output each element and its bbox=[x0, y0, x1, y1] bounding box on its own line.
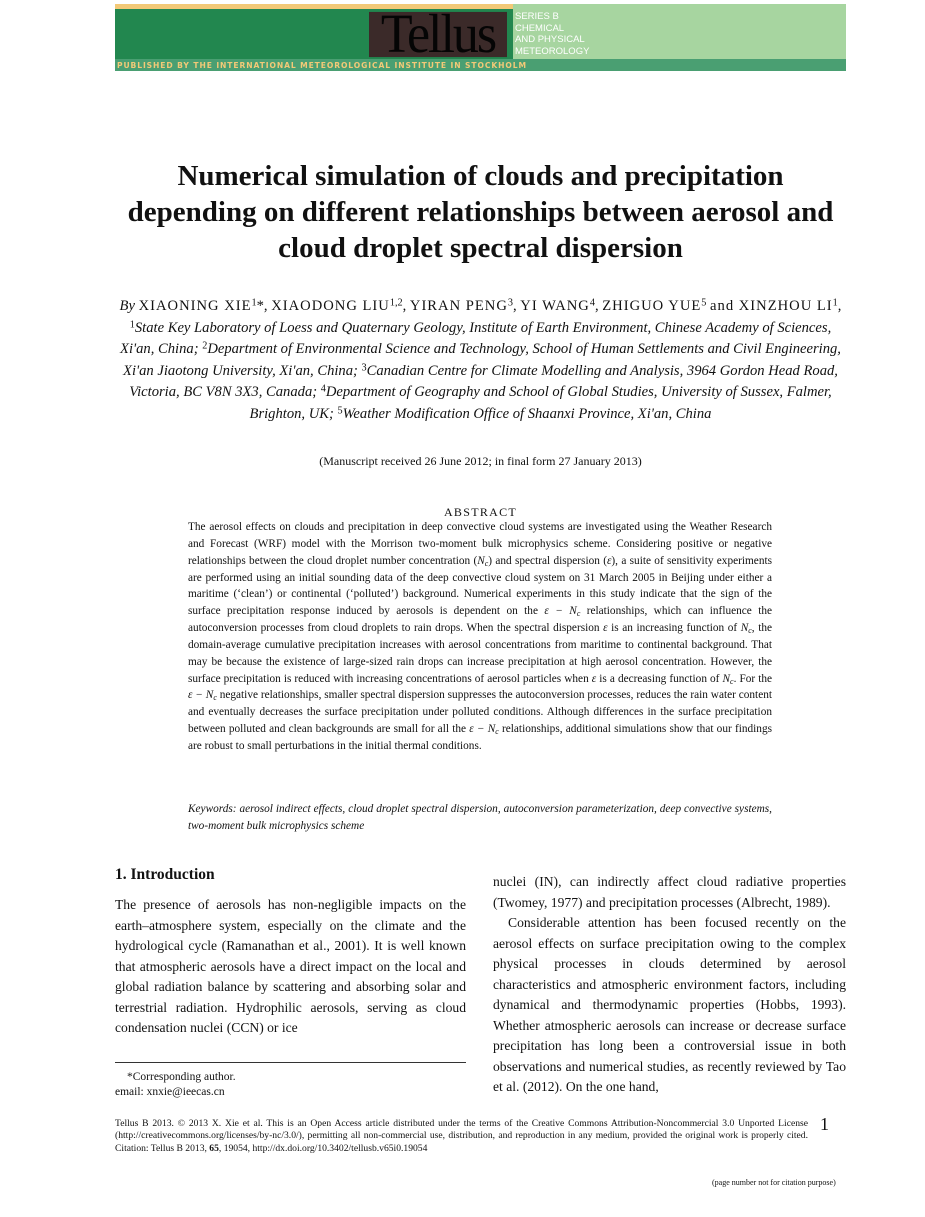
text-segment: c bbox=[484, 558, 489, 568]
email: email: xnxie@ieecas.cn bbox=[115, 1086, 225, 1098]
text-segment: 2 bbox=[202, 340, 208, 352]
text-segment: ε bbox=[606, 554, 612, 567]
manuscript-dates: (Manuscript received 26 June 2012; in final form 27 January 2013) bbox=[319, 454, 642, 468]
right-column bbox=[493, 872, 846, 1098]
left-column-text: The presence of aerosols has non-negligible impacts on the earth–atmosphere system, especially on the climate and the hydrological cycle (Ramanathan et al., 2001). It is well known that atmospheric aerosols have a direct impact on the local and global radiation balance by scattering and absorbing solar and terrestrial radiation. Hydrophilic aerosols, serving as cloud condensation nuclei (CCN) or ice bbox=[115, 897, 466, 1035]
text-segment: N bbox=[740, 622, 749, 635]
text-segment: 4 bbox=[320, 383, 326, 395]
text-segment: 5 bbox=[701, 297, 707, 309]
text-segment: Department of Environmental Science and Technology, School of Human Settlements and Civil Engineering, Xi'an Jiaotong University, Xi'an, China; bbox=[123, 341, 841, 379]
series-label bbox=[515, 11, 589, 57]
text-segment: N bbox=[477, 554, 485, 567]
text-segment: 1 bbox=[129, 319, 135, 330]
text-segment: c bbox=[748, 626, 752, 636]
text-segment: c bbox=[495, 727, 499, 737]
text-segment: 4 bbox=[589, 297, 595, 309]
text-segment: c bbox=[213, 693, 217, 703]
text-segment: c bbox=[730, 676, 734, 686]
abstract-heading: ABSTRACT bbox=[443, 505, 518, 519]
text-segment: ZHIGUO YUE bbox=[602, 298, 702, 314]
abstract-text: The aerosol effects on clouds and precipitation in deep convective cloud systems are investigated using the Weather Research and Forecast (WRF) model with the Morrison two-moment bulk microphysics scheme. Considering positive or negative relationships between the cloud droplet number concentration $(N_c)$ and spectral dispersion (ε), a suite of sensitivity experiments are performed using an initial sounding data of the deep convective cloud system on 31 March 2005 in Beijing under either a maritime (‘clean’) or continental (‘polluted’) background. Numerical experiments in this study indicate that the sign of the surface precipitation response induced by aerosols is dependent on the $\varepsilon - N_c$ relationships, which can influence the autoconversion processes from cloud droplets to rain drops. When the spectral dispersion ε is an increasing function of $N_c$, the domain-average cumulative precipitation increases with aerosol concentrations from maritime to continental background. That may be because the existence of large-sized rain drops can increase precipitation at high aerosol concentration. However, the surface precipitation is reduced with increasing concentrations of aerosol particles when ε is a decreasing function of $N_c$. For the $\varepsilon - N_c$ negative relationships, smaller spectral dispersion suppresses the autoconversion processes, reduces the rain water content and eventually decreases the surface precipitation under polluted conditions. Although differences in the surface precipitation between polluted and clean backgrounds are small for all the $\varepsilon - N_c$ relationships, additional simulations show that our findings are robust to small perturbations in the initial thermal conditions. bbox=[188, 521, 773, 752]
text-segment: By bbox=[119, 298, 139, 314]
paragraph: Considerable attention has been focused recently on the aerosol effects on surface precipitation owing to the complex physical processes in clouds determined by aerosol characteristics and atmospheric environment factors, including dynamical and thermodynamic properties (Hobbs, 1993). Whether atmospheric aerosols can increase or decrease surface precipitation has long been a controversial issue in both observations and numerical studies, as recently reviewed by Tao et al. (2012). On the one hand, bbox=[493, 915, 846, 1094]
text-segment: 1 bbox=[832, 297, 838, 309]
text-segment: 3 bbox=[361, 362, 367, 374]
paper-title: Numerical simulation of clouds and precipitation depending on different relationships between aerosol and cloud droplet spectral dispersion bbox=[127, 160, 834, 264]
paragraph: nuclei (IN), can indirectly affect cloud radiative properties (Twomey, 1977) and precipitation processes (Albrecht, 1989). bbox=[493, 874, 846, 910]
text-segment: Department of Geography and School of Global Studies, University of Sussex, Falmer, Brighton, UK; bbox=[249, 384, 832, 422]
tellus-logo: Tellus bbox=[369, 12, 507, 57]
text-segment: 1 bbox=[251, 297, 257, 309]
text-segment: and XINZHOU LI bbox=[710, 298, 833, 314]
text-segment: Canadian Centre for Climate Modelling and Analysis, 3964 Gordon Head Road, Victoria, BC V8N 3X3, Canada; bbox=[129, 362, 838, 401]
license-footer: Tellus B 2013. © 2013 X. Xie et al. This is an Open Access article distributed under the terms of the Creative Commons Attribution-Noncommercial 3.0 Unported License (http://creativecommons.org/licenses/by-nc/3.0/), permitting all non-commercial use, distribution, and reproduction in any medium, provided the original work is properly cited. Citation: Tellus B 2013, 65, 19054, http://dx.doi.org/10.3402/tellusb.v65i0.19054 bbox=[115, 1118, 808, 1154]
page-note: (page number not for citation purpose) bbox=[712, 1178, 836, 1187]
keywords: Keywords: aerosol indirect effects, cloud droplet spectral dispersion, autoconversion parameterization, deep convective systems, two-moment bulk microphysics scheme bbox=[188, 803, 772, 832]
journal-header bbox=[115, 4, 846, 71]
text-segment: ε bbox=[591, 672, 597, 685]
text-segment: 1,2 bbox=[389, 297, 403, 309]
text-segment: c bbox=[576, 609, 581, 619]
text-segment: 3 bbox=[507, 297, 513, 309]
text-segment: ε − N bbox=[188, 689, 214, 702]
series-line: METEOROLOGY bbox=[515, 45, 590, 57]
footnote-divider bbox=[115, 1062, 466, 1063]
text-segment: State Key Laboratory of Loess and Quaternary Geology, Institute of Earth Environment, Chinese Academy of Sciences, Xi'an, China; bbox=[120, 319, 832, 358]
text-segment: N bbox=[722, 672, 731, 685]
text-segment: YIRAN PENG bbox=[409, 298, 508, 314]
footnote bbox=[115, 1070, 236, 1100]
text-segment: ε − N bbox=[544, 605, 577, 618]
authors-affiliations: By XIAONING XIE$^1$*, XIAODONG LIU$^{1,2}$, YIRAN PENG$^3$, YI WANG$^4$, ZHIGUO YUE$^5$ and XINZHOU $LI^1$, $^1$State Key Laboratory of Loess and Quaternary Geology, Institute of Earth Environment, Chinese Academy of Sciences, Xi'an, China; $^2$Department of Environmental Science and Technology, School of Human Settlements and Civil Engineering, Xi'an Jiaotong University, Xi'an, China; $^3$Canadian Centre for Climate Modelling and Analysis, 3964 Gordon Head Road, Victoria, BC V8N 3X3, Canada; $^4$Department of Geography and School of Global Studies, University of Sussex, Falmer, Brighton, UK; $^5$Weather Modification Office of Shaanxi Province, Xi'an, China bbox=[119, 297, 842, 422]
text-segment: 65 bbox=[209, 1142, 219, 1154]
text-segment: YI WANG bbox=[520, 298, 590, 314]
section-heading: 1. Introduction bbox=[115, 866, 215, 883]
text-segment: ε bbox=[603, 622, 608, 635]
page-number: 1 bbox=[820, 1114, 829, 1134]
text-segment: Weather Modification Office of Shaanxi Province, Xi'an, China bbox=[342, 405, 712, 422]
corresponding-author: *Corresponding author. bbox=[127, 1071, 236, 1083]
series-line: AND PHYSICAL bbox=[515, 34, 585, 45]
text-segment: XIAONING XIE bbox=[138, 298, 252, 314]
publisher-text: PUBLISHED BY THE INTERNATIONAL METEOROLOGICAL INSTITUTE IN STOCKHOLM bbox=[117, 61, 527, 70]
text-segment: 5 bbox=[337, 405, 343, 417]
text-segment: ε − N bbox=[469, 723, 496, 736]
series-line: SERIES B bbox=[515, 11, 559, 22]
series-line: CHEMICAL bbox=[515, 22, 565, 34]
text-segment: XIAODONG LIU bbox=[271, 298, 390, 314]
